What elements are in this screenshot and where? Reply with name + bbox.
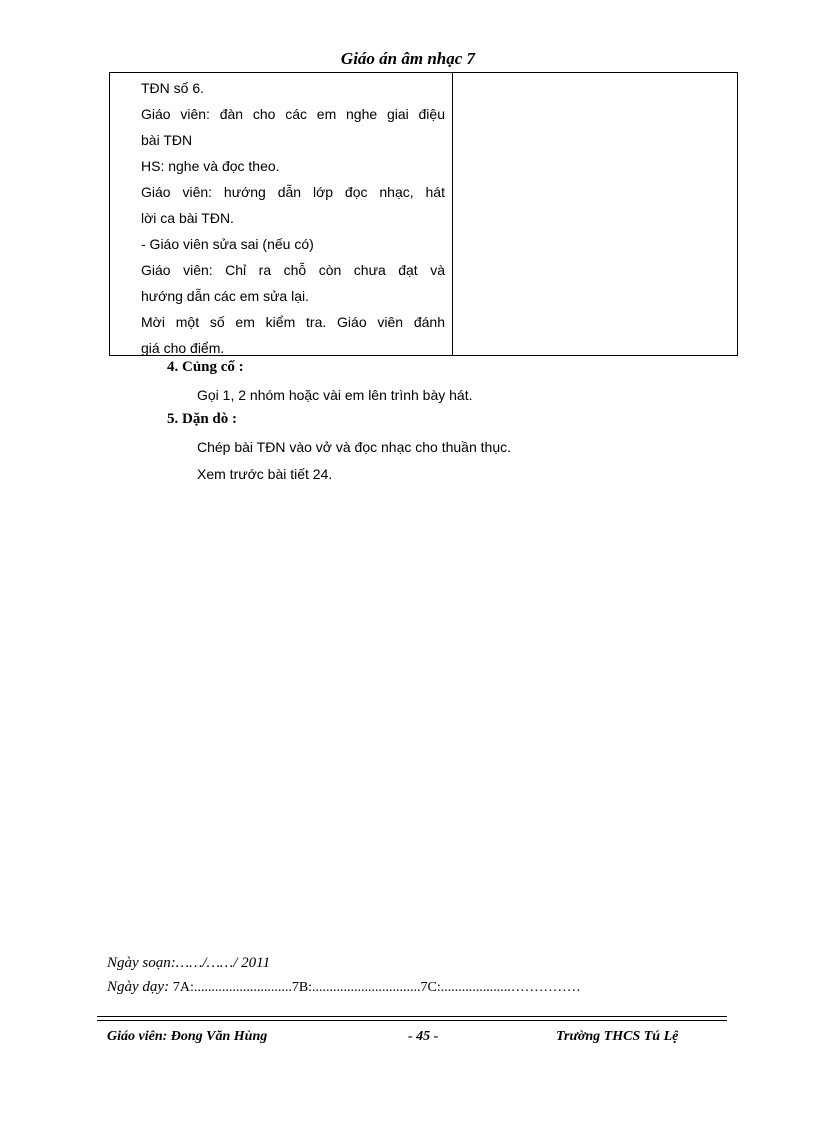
section-heading-cung-co: 4. Củng cố : xyxy=(167,359,244,375)
ngay-day-line xyxy=(107,979,581,996)
footer-page-number: - 45 - xyxy=(408,1029,439,1044)
footer-rule xyxy=(97,1016,727,1021)
section-line: Chép bài TĐN vào vở và đọc nhạc cho thuần thục. xyxy=(197,439,511,455)
table-left-cell xyxy=(141,75,445,361)
table-line: Mời một số em kiểm tra. Giáo viên đánh xyxy=(141,314,445,330)
table-line: giá cho điểm. xyxy=(141,340,225,356)
table-line: Giáo viên: hướng dẫn lớp đọc nhạc, hát xyxy=(141,184,445,200)
ngay-day-label: Ngày dạy: xyxy=(107,979,170,995)
ngay-soan-line: Ngày soạn:……/……/ 2011 xyxy=(107,955,271,971)
table-line: - Giáo viên sửa sai (nếu có) xyxy=(141,236,314,252)
ngay-day-classes: 7A:............................7B:...............................7C:....................…………… xyxy=(172,980,581,995)
table-line: HS: nghe và đọc theo. xyxy=(141,158,280,174)
table-line: hướng dẫn các em sửa lại. xyxy=(141,288,310,304)
table-line: Giáo viên: Chỉ ra chỗ còn chưa đạt và xyxy=(141,262,445,278)
table-line: Giáo viên: đàn cho các em nghe giai điệu xyxy=(141,106,445,122)
table-line: TĐN số 6. xyxy=(141,80,205,96)
section-line: Xem trước bài tiết 24. xyxy=(197,466,333,482)
lesson-table xyxy=(109,72,738,356)
section-line: Gọi 1, 2 nhóm hoặc vài em lên trình bày hát. xyxy=(197,387,473,403)
table-column-divider xyxy=(452,73,453,355)
page-header-title: Giáo án âm nhạc 7 xyxy=(340,49,476,68)
footer-teacher: Giáo viên: Đong Văn Hùng xyxy=(107,1029,268,1044)
footer-school: Trường THCS Tú Lệ xyxy=(556,1029,679,1044)
section-heading-dan-do: 5. Dặn dò : xyxy=(167,411,238,427)
table-line: bài TĐN xyxy=(141,132,193,148)
table-line: lời ca bài TĐN. xyxy=(141,210,234,226)
